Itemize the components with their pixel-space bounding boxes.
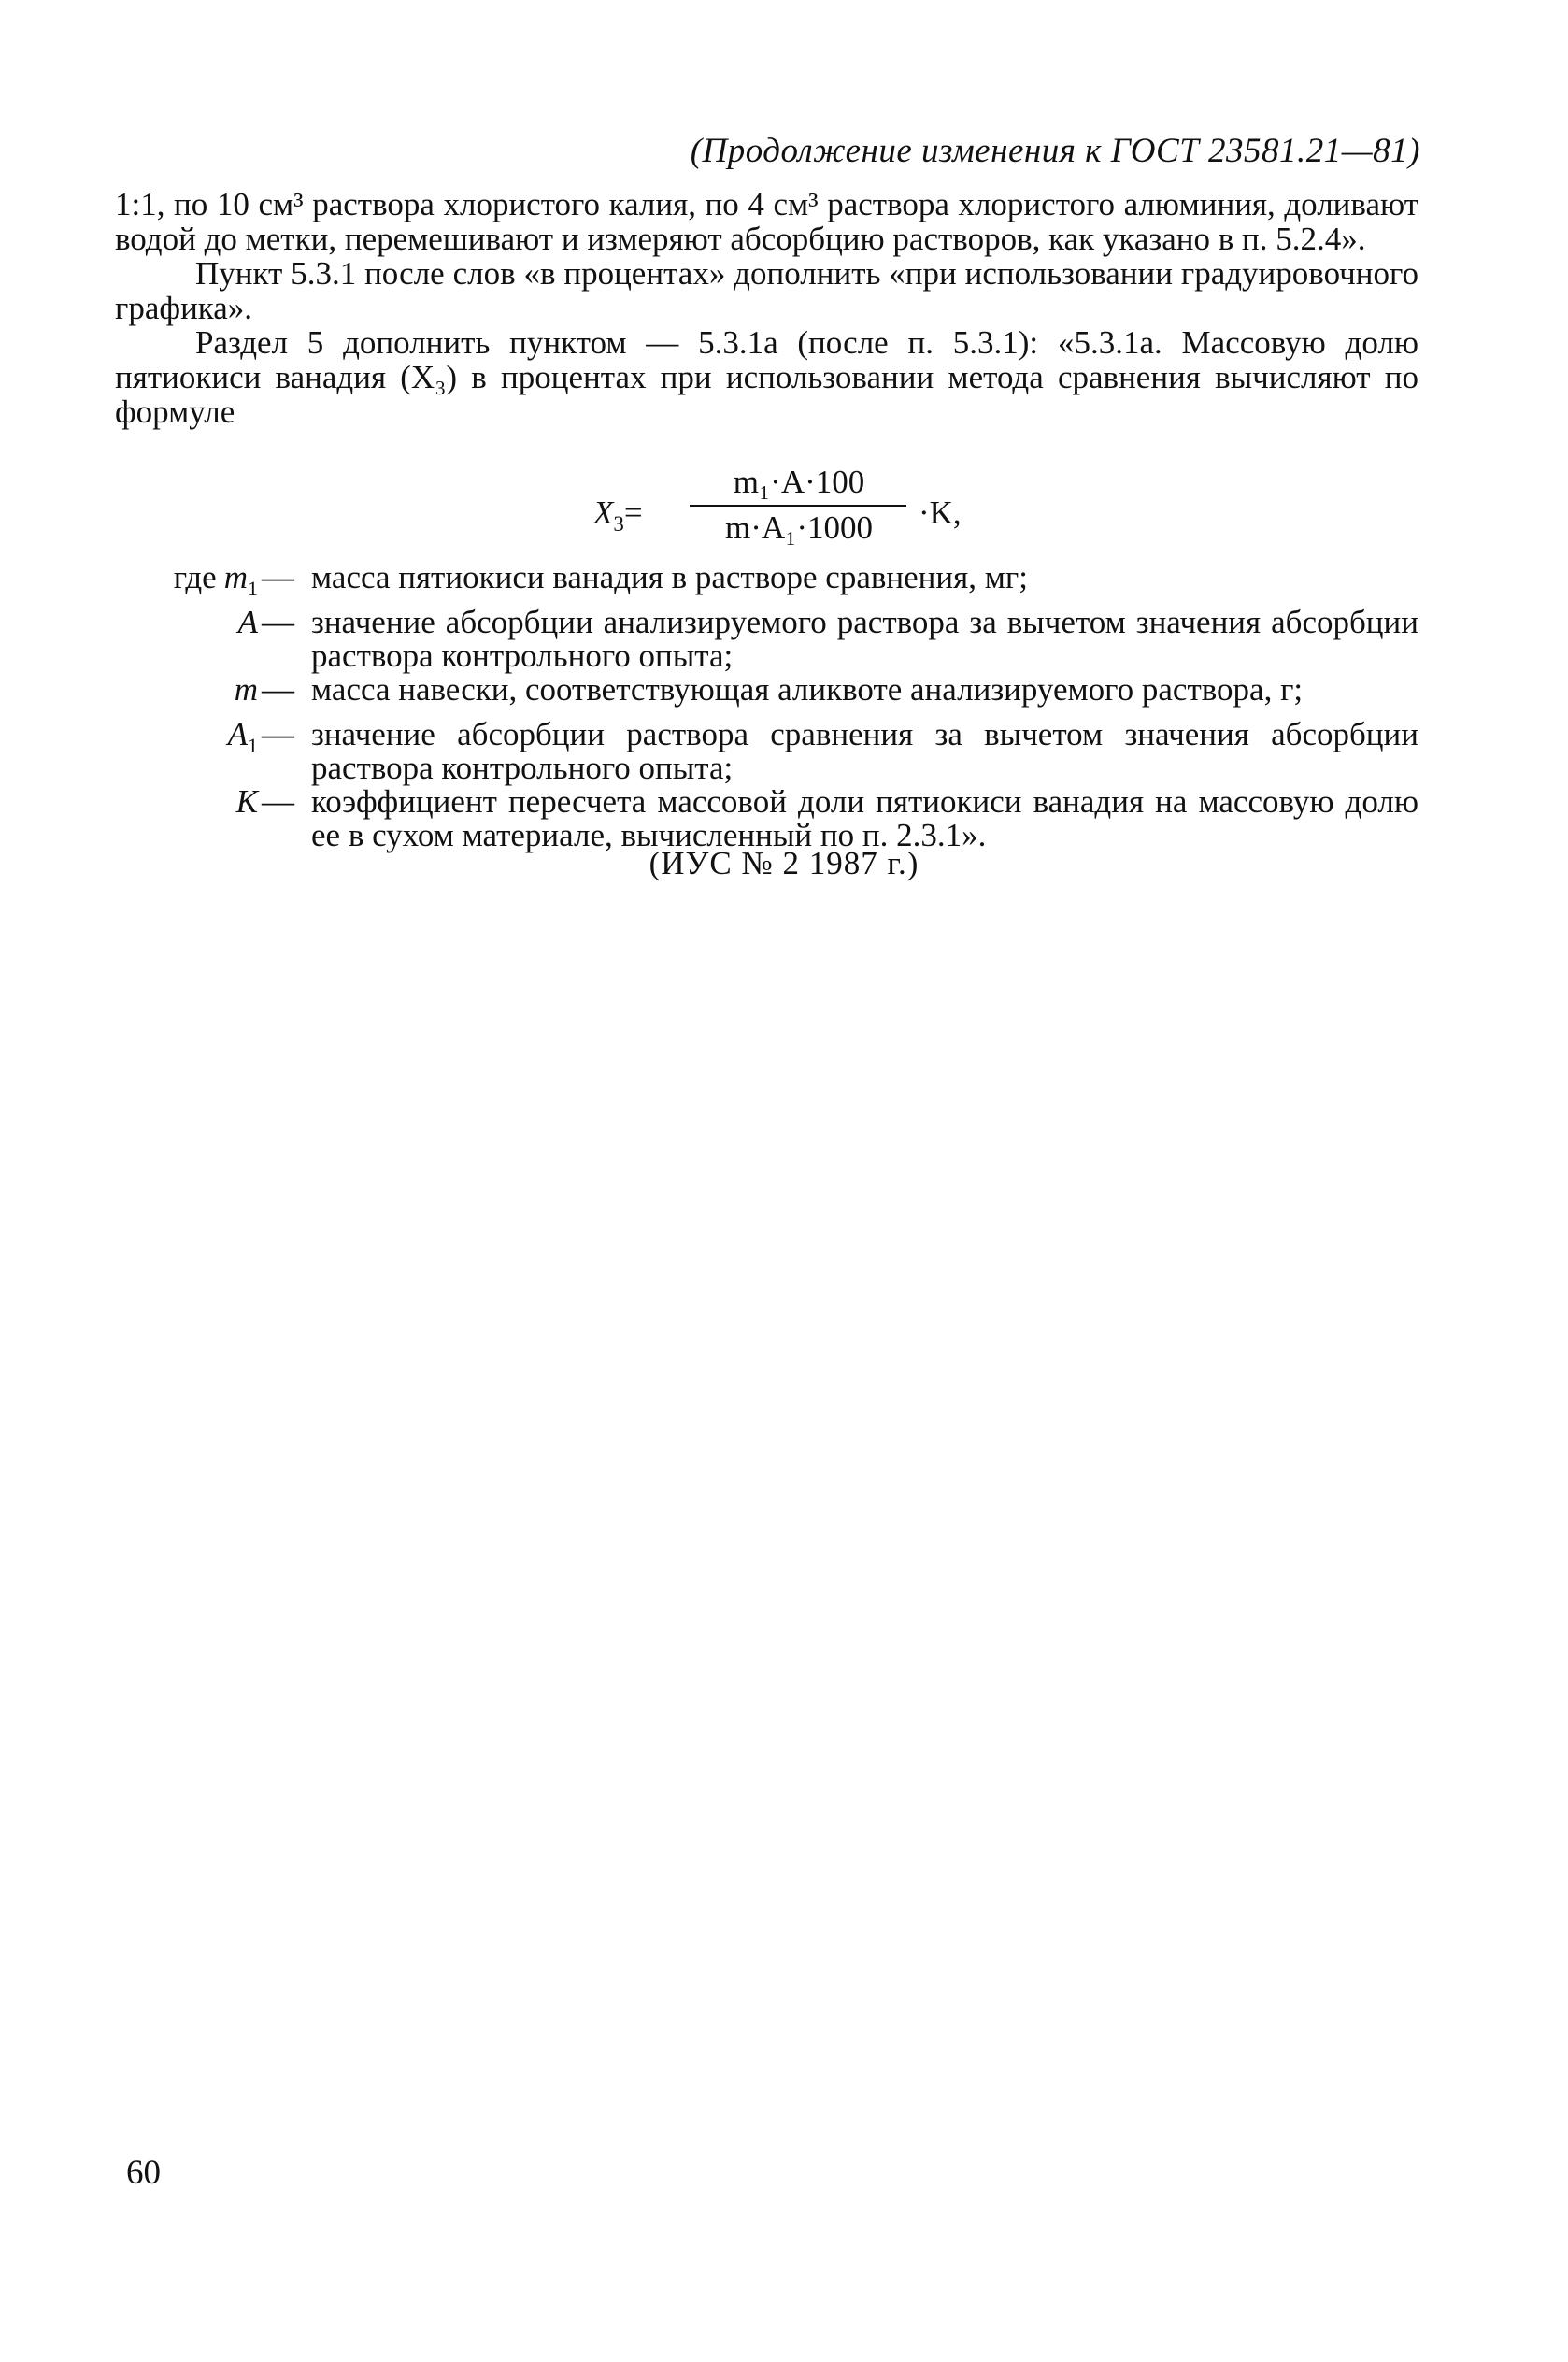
definition-item: A — значение абсорбции анализируемого раствора за вычетом значения абсорбции раствора контрольного опыта; [237,604,1418,674]
definition-item: $A_1$ — значение абсорбции раствора сравнения за вычетом значения абсорбции раствора контрольного опыта; [227,716,1418,786]
definition-symbol: A [227,716,248,752]
page-number: 60 [126,2154,161,2192]
definitions-list [115,561,1418,852]
definition-symbol: K [235,783,258,820]
formula-numerator: m₁·A·100 [733,464,865,500]
formula-denominator: m·A₁·1000 [724,509,873,546]
definition-item: где $m_1$ — масса пятиокиси ванадия в растворе сравнения, мг; [115,561,1418,606]
definition-item: K — коэффициент пересчета массовой доли пятиокиси ванадия на массовую долю ее в сухом материале, вычисленный по п. 2.3.1». [235,783,1418,853]
formula-rhs: ·K, [919,494,962,531]
paragraph-continuation: 1:1, по 10 см³ раствора хлористого калия, по 4 см³ раствора хлористого алюминия, доливают водой до метки, перемешивают и измеряют абсорбцию растворов, как указано в п. 5.2.4». [115,186,1418,257]
body-text [115,187,1418,429]
paragraph-5-3-1a: Раздел 5 дополнить пунктом — 5.3.1а (после п. 5.3.1): «5.3.1а. Массовую долю пятиокиси ванадия (X₃) в процентах при использовании метода сравнения вычисляют по формуле [115,324,1418,430]
definition-text: значение абсорбции раствора сравнения за вычетом значения абсорбции раствора контрольного опыта; [311,716,1418,786]
definition-item: m — масса навески, соответствующая аликвоте анализируемого раствора, г; [115,673,1418,718]
definition-symbol: A [237,604,258,640]
definition-symbol: m [223,559,248,595]
running-header: (Продолжение изменения к ГОСТ 23581.21—81) [690,132,1420,170]
definitions-intro: где [173,559,217,595]
definition-text: коэффициент пересчета массовой доли пятиокиси ванадия на массовую долю ее в сухом материале, вычисленный по п. 2.3.1». [311,783,1418,853]
formula-lhs: $X_3=$ [593,494,643,536]
definition-text: масса пятиокиси ванадия в растворе сравнения, мг; [311,559,1028,595]
definition-text: значение абсорбции анализируемого раствора за вычетом значения абсорбции раствора контрольного опыта; [311,604,1418,674]
source-reference: (ИУС № 2 1987 г.) [649,845,919,881]
definition-symbol: m [234,671,258,708]
paragraph-5-3-1: Пункт 5.3.1 после слов «в процентах» дополнить «при использовании градуировочного графика». [115,255,1418,326]
fraction-bar [690,505,906,507]
definition-text: масса навески, соответствующая аликвоте анализируемого раствора, г; [311,671,1304,708]
formula-x3 [593,464,967,557]
